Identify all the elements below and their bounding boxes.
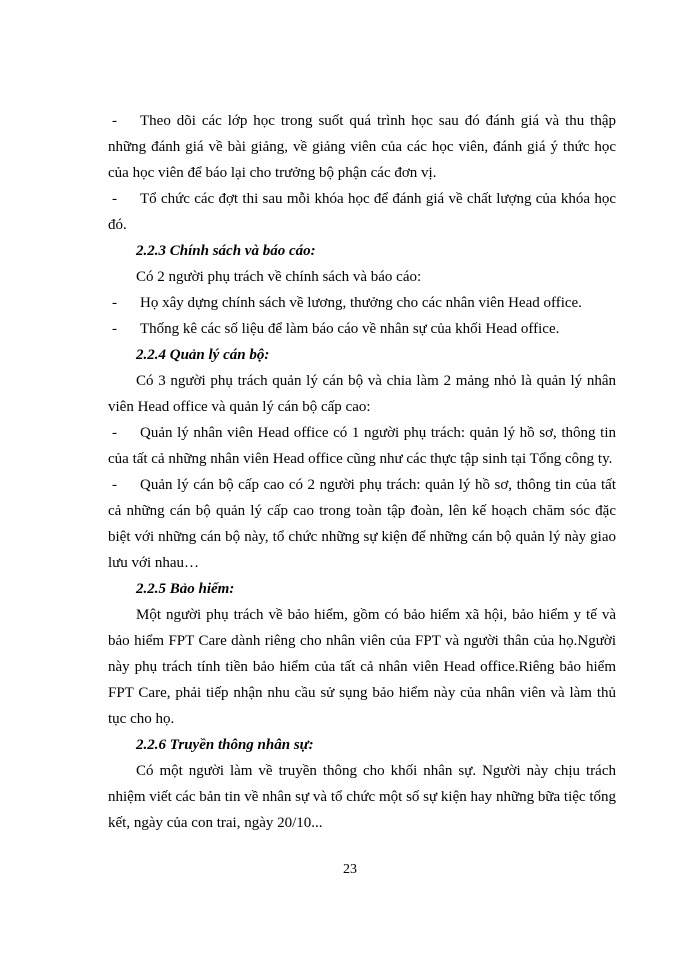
bullet-dash: - [112,191,117,207]
bullet-dash: - [112,295,117,311]
body-paragraph: Có một người làm về truyền thông cho khối nhân sự. Người này chịu trách nhiệm viết các bản tin về nhân sự và tổ chức một số sự kiện hay những bữa tiệc tổng kết, ngày của con trai, ngày 20/10... [108,763,616,831]
paragraph-text: Họ xây dựng chính sách về lương, thưởng cho các nhân viên Head office. [140,295,582,311]
paragraph-text: Tổ chức các đợt thi sau mỗi khóa học để đánh giá về chất lượng của khóa học đó. [108,191,616,233]
bullet-paragraph [108,472,616,576]
paragraph-text: Quản lý cán bộ cấp cao có 2 người phụ trách: quản lý hồ sơ, thông tin của tất cả những cán bộ quản lý cấp cao trong toàn tập đoàn, lên kế hoạch chăm sóc đặc biệt với những cán bộ này, tổ chức những sự kiện để những cán bộ quản lý này giao lưu với nhau… [108,477,616,571]
body-paragraph: Một người phụ trách về bảo hiểm, gồm có bảo hiểm xã hội, bảo hiểm y tế và bảo hiểm FPT Care dành riêng cho nhân viên của FPT và người thân của họ.Người này phụ trách tính tiền bảo hiểm của tất cả nhân viên Head office.Riêng bảo hiểm FPT Care, phải tiếp nhận nhu cầu sử sụng bảo hiểm này của nhân viên và làm thủ tục cho họ. [108,607,616,727]
body-paragraph: Có 2 người phụ trách về chính sách và báo cáo: [136,269,422,285]
section-heading-2-2-6: 2.2.6 Truyền thông nhân sự: [136,737,314,753]
bullet-paragraph [108,420,616,472]
section-heading-2-2-5: 2.2.5 Bảo hiểm: [136,581,235,597]
page-number: 23 [343,862,357,877]
bullet-dash: - [112,425,117,441]
paragraph-text: Quản lý nhân viên Head office có 1 người phụ trách: quản lý hồ sơ, thông tin của tất cả những nhân viên Head office cũng như các thực tập sinh tại Tổng công ty. [108,425,616,467]
bullet-paragraph [108,316,616,342]
bullet-dash: - [112,321,117,337]
paragraph-text: Theo dõi các lớp học trong suốt quá trình học sau đó đánh giá và thu thập những đánh giá về bài giảng, về giảng viên của các học viên, đánh giá ý thức học của học viên để báo lại cho trưởng bộ phận các đơn vị. [108,113,616,181]
bullet-dash: - [112,477,117,493]
body-paragraph: Có 3 người phụ trách quản lý cán bộ và chia làm 2 mảng nhỏ là quản lý nhân viên Head office và quản lý cán bộ cấp cao: [108,373,616,415]
section-heading-2-2-4: 2.2.4 Quản lý cán bộ: [136,347,270,363]
bullet-paragraph [108,290,616,316]
section-heading-2-2-3: 2.2.3 Chính sách và báo cáo: [136,243,316,259]
paragraph-text: Thống kê các số liệu để làm báo cáo về nhân sự của khối Head office. [140,321,560,337]
bullet-paragraph [108,186,616,238]
page-body [108,108,616,836]
bullet-paragraph [108,108,616,186]
bullet-dash: - [112,113,117,129]
